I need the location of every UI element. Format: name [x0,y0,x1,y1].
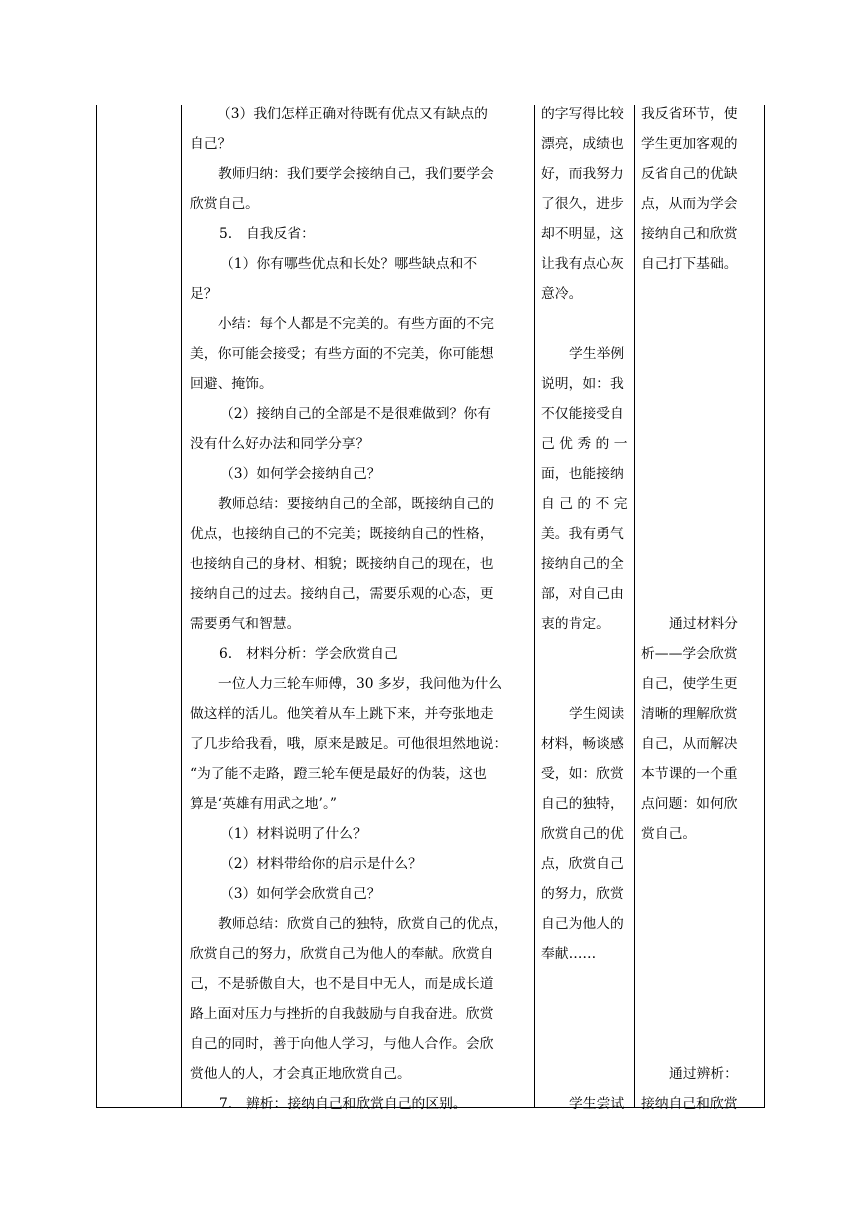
text-line: 了很久，进步 [541,196,624,212]
text-line: 接纳自己和欣赏 [641,1096,738,1112]
text-line: 算是‘英雄有用武之地’。” [190,796,337,812]
text-line: 自己，从而解决 [641,736,738,752]
text-line: 没有什么好办法和同学分享？ [190,436,370,452]
text-line: 自己的独特， [541,796,624,812]
text-line: 欣赏自己。 [190,196,259,212]
text-line: 学生举例 [569,346,625,362]
text-line: （3）我们怎样正确对待既有优点又有缺点的 [217,106,488,122]
text-line: 路上面对压力与挫折的自我鼓励与自我奋进。欣赏 [190,1006,494,1022]
text-line: 赏自己。 [641,826,697,842]
text-line: 接纳自己的全 [541,556,624,572]
text-line: 自 己 的 不 完 [541,496,628,512]
text-line: 说明，如：我 [541,376,624,392]
text-line: 自己的同时，善于向他人学习，与他人合作。会欣 [190,1036,494,1052]
text-line: 做这样的活儿。他笑着从车上跳下来，并夸张地走 [190,706,494,722]
text-line: 回避、掩饰。 [190,376,273,392]
text-line: 教师归纳：我们要学会接纳自己，我们要学会 [218,166,494,182]
text-line: 点，从而为学会 [641,196,738,212]
text-line: 衷的肯定。 [541,616,610,632]
text-line: 学生阅读 [569,706,625,722]
text-line: 一位人力三轮车师傅，30 多岁，我问他为什么 [218,676,503,692]
text-line: 自己打下基础。 [641,256,738,272]
text-line: 欣赏自己的努力，欣赏自己为他人的奉献。欣赏自 [190,946,494,962]
text-line: 的字写得比较 [541,106,624,122]
text-line: （1）材料说明了什么？ [220,826,367,842]
text-line: 不仅能接受自 [541,406,624,422]
text-line: 我反省环节，使 [641,106,738,122]
text-line: 接纳自己和欣赏 [641,226,738,242]
text-line: 优点，也接纳自己的不完美；既接纳自己的性格， [190,526,494,542]
text-line: 材料，畅谈感 [541,736,624,752]
text-line: 自己？ [190,136,232,152]
text-line: 意冷。 [541,286,583,302]
text-line: 也接纳自己的身材、相貌；既接纳自己的现在，也 [190,556,494,572]
text-line: 美。我有勇气 [541,526,624,542]
text-line: 自己，使学生更 [641,676,738,692]
text-line: （1）你有哪些优点和长处？哪些缺点和不 [220,256,478,272]
text-line: （2）材料带给你的启示是什么？ [220,856,422,872]
text-line: 却不明显，这 [541,226,624,242]
text-line: （3）如何学会接纳自己？ [220,466,381,482]
text-line: 点问题：如何欣 [641,796,738,812]
text-line: 学生尝试 [569,1096,625,1112]
text-line: 的努力，欣赏 [541,886,624,902]
text-line: 欣赏自己的优 [541,826,624,842]
text-line: 奉献…… [541,946,597,962]
text-line: 漂亮，成绩也 [541,136,624,152]
text-line: 需要勇气和智慧。 [190,616,301,632]
text-line: 通过辨析： [669,1066,738,1082]
text-line: 受，如：欣赏 [541,766,624,782]
column-divider [181,105,182,1107]
column-divider [634,105,635,1107]
text-line: 清晰的理解欣赏 [641,706,738,722]
text-line: 本节课的一个重 [641,766,738,782]
text-line: 析——学会欣赏 [641,646,738,662]
text-line: （2）接纳自己的全部是不是很难做到？你有 [220,406,491,422]
text-line: 6. 材料分析：学会欣赏自己 [219,646,398,662]
text-line: （3）如何学会欣赏自己？ [220,886,381,902]
text-line: 反省自己的优缺 [641,166,738,182]
text-line: 部，对自己由 [541,586,624,602]
text-line: 美，你可能会接受；有些方面的不完美，你可能想 [190,346,494,362]
text-line: 教师总结：要接纳自己的全部，既接纳自己的 [218,496,494,512]
text-line: 己，不是骄傲自大，也不是目中无人，而是成长道 [190,976,494,992]
text-line: 自己为他人的 [541,916,624,932]
text-line: 足？ [190,286,218,302]
text-line: 学生更加客观的 [641,136,738,152]
text-line: 5. 自我反省： [219,226,315,242]
text-line: 7. 辨析：接纳自己和欣赏自己的区别。 [219,1096,467,1112]
text-line: 接纳自己的过去。接纳自己，需要乐观的心态，更 [190,586,494,602]
text-line: 教师总结：欣赏自己的独特，欣赏自己的优点， [218,916,508,932]
text-line: 己 优 秀 的 一 [541,436,628,452]
text-line: 了几步给我看，哦，原来是跛足。可他很坦然地说： [190,736,508,752]
text-line: 小结：每个人都是不完美的。有些方面的不完 [218,316,494,332]
text-line: “为了能不走路，蹬三轮车便是最好的伪装，这也 [190,766,487,782]
text-line: 让我有点心灰 [541,256,624,272]
column-divider [534,105,535,1107]
text-line: 好，而我努力 [541,166,624,182]
text-line: 点，欣赏自己 [541,856,624,872]
lesson-plan-table [96,105,765,1112]
text-line: 赏他人的人，才会真正地欣赏自己。 [190,1066,411,1082]
text-line: 通过材料分 [669,616,738,632]
text-line: 面，也能接纳 [541,466,624,482]
